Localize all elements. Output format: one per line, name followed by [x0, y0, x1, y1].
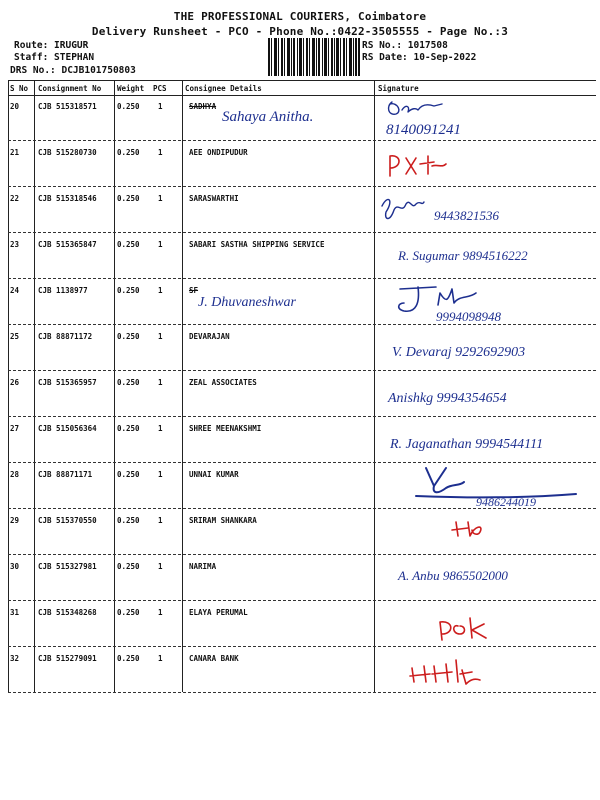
row-separator	[8, 508, 596, 509]
row-separator	[8, 554, 596, 555]
row-pcs: 1	[158, 102, 163, 111]
table-top-border	[8, 80, 596, 81]
row-pcs: 1	[158, 286, 163, 295]
row-consignee: SARASWARTHI	[189, 194, 239, 203]
col-header-signature: Signature	[378, 84, 419, 93]
row-consignment-no: CJB 515327981	[38, 562, 97, 571]
row-pcs: 1	[158, 332, 163, 341]
row-pcs: 1	[158, 378, 163, 387]
row-consignee: SF	[189, 286, 199, 295]
signature-20-phone: 8140091241	[386, 122, 461, 138]
row-consignment-no: CJB 515365957	[38, 378, 97, 387]
handwritten-name-24	[198, 289, 358, 313]
staff-label: Staff: STEPHAN	[14, 52, 95, 63]
row-consignment-no: CJB 515056364	[38, 424, 97, 433]
row-weight: 0.250	[117, 102, 140, 111]
signature-28	[376, 464, 596, 508]
signature-24	[376, 283, 596, 327]
row-sno: 26	[10, 378, 20, 387]
row-weight: 0.250	[117, 240, 140, 249]
signature-28-phone: 9486244019	[476, 495, 536, 508]
signature-30	[376, 558, 596, 602]
row-sno: 29	[10, 516, 20, 525]
row-pcs: 1	[158, 516, 163, 525]
row-pcs: 1	[158, 240, 163, 249]
row-consignment-no: CJB 515279091	[38, 654, 97, 663]
signature-22	[376, 190, 596, 234]
company-title: THE PROFESSIONAL COURIERS, Coimbatore	[173, 10, 427, 23]
row-consignee: NARIMA	[189, 562, 217, 571]
row-consignment-no: CJB 515280730	[38, 148, 97, 157]
rs-number: RS No.: 1017508	[362, 40, 448, 51]
row-sno: 20	[10, 102, 20, 111]
row-consignee: SABARI SASTHA SHIPPING SERVICE	[189, 240, 325, 249]
row-sno: 28	[10, 470, 20, 479]
row-pcs: 1	[158, 654, 163, 663]
col-header-weight: Weight	[117, 84, 145, 93]
row-weight: 0.250	[117, 608, 140, 617]
row-sno: 30	[10, 562, 20, 571]
row-consignee: ZEAL ASSOCIATES	[189, 378, 257, 387]
row-sno: 27	[10, 424, 20, 433]
signature-30-text: A. Anbu 9865502000	[398, 568, 508, 583]
row-weight: 0.250	[117, 654, 140, 663]
row-consignment-no: CJB 515365847	[38, 240, 97, 249]
row-separator	[8, 140, 596, 141]
handwritten-name-20-text: Sahaya Anitha.	[222, 109, 314, 125]
signature-26	[376, 374, 596, 418]
signature-26-text: Anishkg 9994354654	[388, 391, 507, 406]
signature-24-phone: 9994098948	[436, 309, 501, 324]
row-consignment-no: CJB 515318546	[38, 194, 97, 203]
row-consignment-no: CJB 1138977	[38, 286, 88, 295]
row-pcs: 1	[158, 424, 163, 433]
row-pcs: 1	[158, 470, 163, 479]
row-sno: 25	[10, 332, 20, 341]
signature-22-phone: 9443821536	[434, 208, 499, 223]
row-consignment-no: CJB 88871172	[38, 332, 93, 341]
row-pcs: 1	[158, 194, 163, 203]
row-pcs: 1	[158, 148, 163, 157]
row-consignment-no: CJB 88871171	[38, 470, 93, 479]
row-consignee: AEE ONDIPUDUR	[189, 148, 248, 157]
row-weight: 0.250	[117, 562, 140, 571]
route-label: Route: IRUGUR	[14, 40, 89, 51]
handwritten-name-24-text: J. Dhuvaneshwar	[198, 295, 296, 310]
row-consignee: SRIRAM SHANKARA	[189, 516, 257, 525]
row-sno: 22	[10, 194, 20, 203]
row-consignee: DEVARAJAN	[189, 332, 230, 341]
drs-number: DRS No.: DCJB101750803	[10, 65, 136, 76]
signature-32	[376, 650, 596, 694]
row-consignee: SADHYA	[189, 102, 217, 111]
row-sno: 31	[10, 608, 20, 617]
signature-20	[376, 96, 596, 140]
row-pcs: 1	[158, 562, 163, 571]
row-consignee: CANARA BANK	[189, 654, 239, 663]
row-consignee: SHREE MEENAKSHMI	[189, 424, 262, 433]
row-pcs: 1	[158, 608, 163, 617]
signature-25	[376, 328, 596, 372]
row-consignee: UNNAI KUMAR	[189, 470, 239, 479]
row-weight: 0.250	[117, 378, 140, 387]
signature-23-text: R. Sugumar 9894516222	[398, 248, 528, 263]
row-consignee: ELAYA PERUMAL	[189, 608, 248, 617]
signature-29	[376, 510, 596, 554]
row-separator	[8, 186, 596, 187]
signature-31	[376, 604, 596, 648]
row-weight: 0.250	[117, 148, 140, 157]
signature-21	[376, 142, 596, 186]
col-header-sno: S No	[10, 84, 29, 93]
row-sno: 32	[10, 654, 20, 663]
row-weight: 0.250	[117, 516, 140, 525]
row-sno: 23	[10, 240, 20, 249]
col-header-consignee: Consignee Details	[185, 84, 262, 93]
row-sno: 21	[10, 148, 20, 157]
row-consignment-no: CJB 515318571	[38, 102, 97, 111]
rs-date: RS Date: 10-Sep-2022	[362, 52, 477, 63]
runsheet-title: Delivery Runsheet - PCO - Phone No.:0422-3505555 - Page No.:3	[91, 25, 509, 38]
row-weight: 0.250	[117, 424, 140, 433]
handwritten-name-20	[222, 104, 362, 128]
row-consignment-no: CJB 515370550	[38, 516, 97, 525]
signature-23	[376, 236, 596, 280]
row-weight: 0.250	[117, 194, 140, 203]
signature-27	[376, 420, 596, 464]
col-header-consignment: Consignment No	[38, 84, 102, 93]
row-weight: 0.250	[117, 286, 140, 295]
row-weight: 0.250	[117, 332, 140, 341]
signature-25-text: V. Devaraj 9292692903	[392, 345, 526, 360]
row-weight: 0.250	[117, 470, 140, 479]
row-consignment-no: CJB 515348268	[38, 608, 97, 617]
barcode-image	[268, 38, 360, 76]
signature-27-text: R. Jaganathan 9994544111	[390, 437, 544, 452]
row-sno: 24	[10, 286, 20, 295]
col-header-pcs: PCS	[153, 84, 167, 93]
